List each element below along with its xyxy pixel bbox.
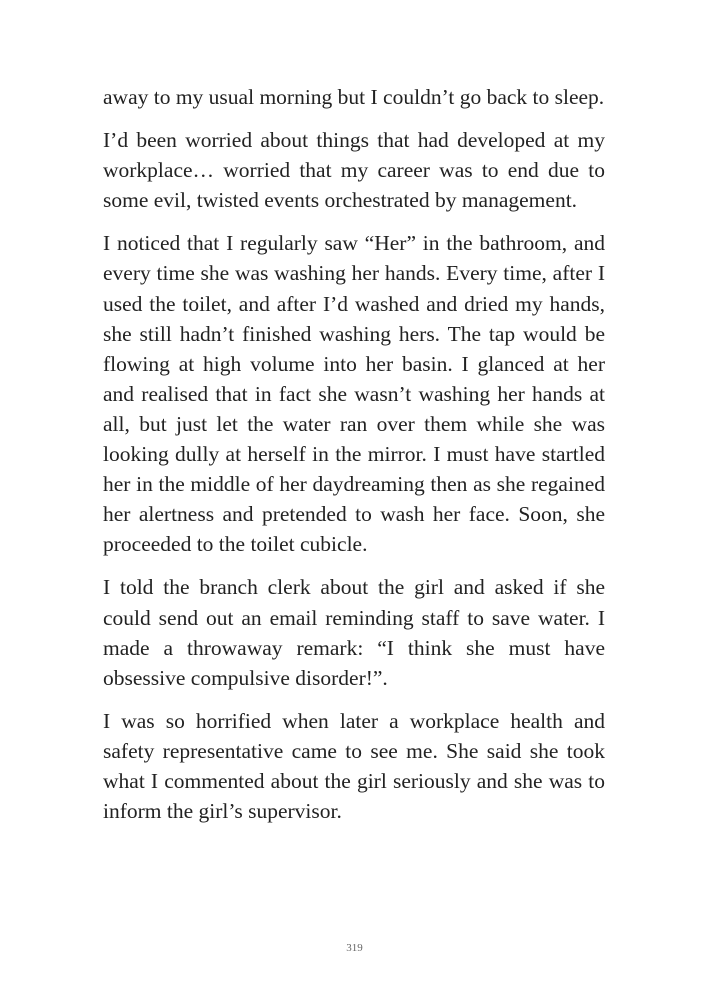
paragraph-2: I’d been worried about things that had developed at my workplace… worried that my career was to end due to some evil, twisted events orchestrated by management.: [103, 128, 605, 213]
paragraph-4: I told the branch clerk about the girl and asked if she could send out an email reminding staff to save water. I made a throwaway remark: “I think she must have obsessive compulsive disorder!”.: [103, 575, 605, 690]
page-number: 319: [346, 942, 363, 954]
paragraph-5: I was so horrified when later a workplace health and safety representative came to see me. She said she took what I commented about the girl seriously and she was to inform the girl’s supervisor.: [103, 708, 605, 824]
page-body: [103, 82, 605, 839]
paragraph-3: I noticed that I regularly saw “Her” in the bathroom, and every time she was washing her hands. Every time, after I used the toilet, and after I’d washed and dried my hands, she still hadn’t finished washing hers. The tap would be flowing at high volume into her basin. I glanced at her and realised that in fact she wasn’t washing her hands at all, but just let the water ran over them while she was looking dully at herself in the mirror. I must have startled her in the middle of her daydreaming then as she regained her alertness and pretended to wash her face. Soon, she proceeded to the toilet cubicle.: [103, 231, 605, 557]
paragraph-1: away to my usual morning but I couldn’t go back to sleep.: [103, 85, 605, 109]
